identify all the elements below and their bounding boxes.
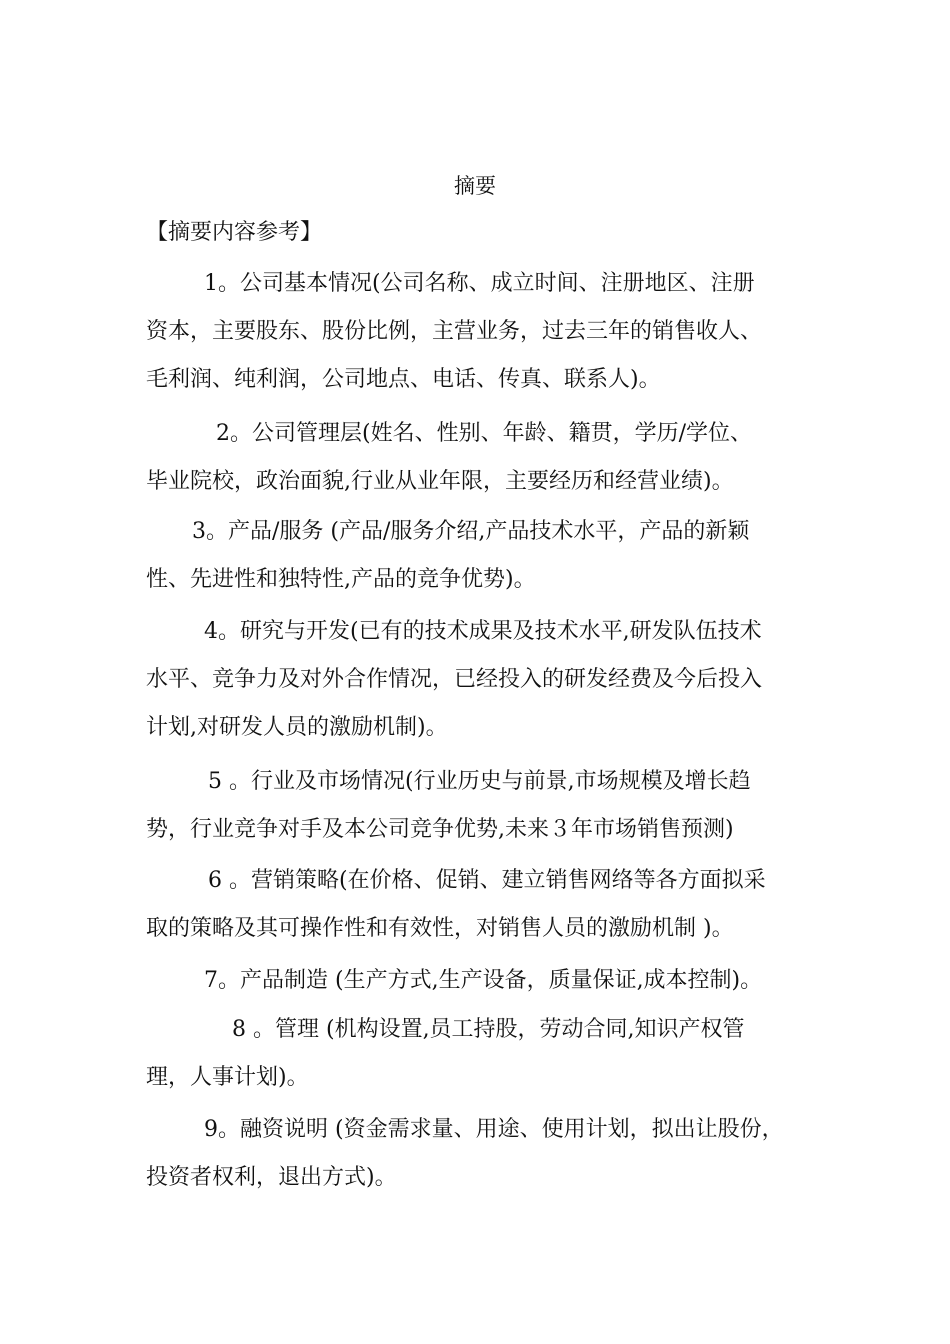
summary-item-2 xyxy=(146,410,806,506)
summary-item-6 xyxy=(146,857,806,953)
item-line: 势，行业竞争对手及本公司竞争优势,未来３年市场销售预测) xyxy=(146,817,734,842)
item-line: 1。公司基本情况(公司名称、成立时间、注册地区、注册 xyxy=(204,271,755,296)
item-line: 资本，主要股东、股份比例，主营业务，过去三年的销售收人、 xyxy=(146,319,763,344)
item-line: 投资者权利，退出方式)。 xyxy=(146,1165,397,1190)
item-line: 理，人事计划)。 xyxy=(146,1065,309,1090)
item-line: 计划,对研发人员的激励机制)。 xyxy=(146,715,448,740)
item-line: 9。融资说明 (资金需求量、用途、使用计划，拟出让股份， xyxy=(204,1117,784,1142)
summary-item-5 xyxy=(146,758,806,854)
item-line: 性、先进性和独特性,产品的竞争优势)。 xyxy=(146,567,536,592)
item-line: 毕业院校，政治面貌,行业从业年限，主要经历和经营业绩)。 xyxy=(146,469,734,494)
page-title: 摘要 xyxy=(454,174,496,198)
item-line: 6 。营销策略(在价格、促销、建立销售网络等各方面拟采 xyxy=(208,868,766,893)
item-line: 3。产品/服务 (产品/服务介绍,产品技术水平，产品的新颖 xyxy=(192,519,750,544)
section-heading: 【摘要内容参考】 xyxy=(146,220,323,245)
summary-item-4 xyxy=(146,608,806,752)
summary-item-1 xyxy=(146,260,806,404)
item-line: 4。研究与开发(已有的技术成果及技术水平,研发队伍技术 xyxy=(204,619,762,644)
item-line: 毛利润、纯利润，公司地点、电话、传真、联系人)。 xyxy=(146,367,661,392)
item-line: 2。公司管理层(姓名、性别、年龄、籍贯，学历/学位、 xyxy=(216,421,752,446)
summary-item-7 xyxy=(146,957,806,1005)
summary-item-9 xyxy=(146,1106,806,1202)
summary-item-3 xyxy=(146,508,806,604)
item-line: 水平、竞争力及对外合作情况，已经投入的研发经费及今后投入 xyxy=(146,667,763,692)
item-line: 5 。行业及市场情况(行业历史与前景,市场规模及增长趋 xyxy=(208,769,751,794)
item-line: 7。产品制造 (生产方式,生产设备，质量保证,成本控制)。 xyxy=(204,968,763,993)
item-line: 取的策略及其可操作性和有效性，对销售人员的激励机制 )。 xyxy=(146,916,734,941)
summary-item-8 xyxy=(146,1006,806,1102)
item-line: 8 。管理 (机构设置,员工持股，劳动合同,知识产权管 xyxy=(232,1017,745,1042)
